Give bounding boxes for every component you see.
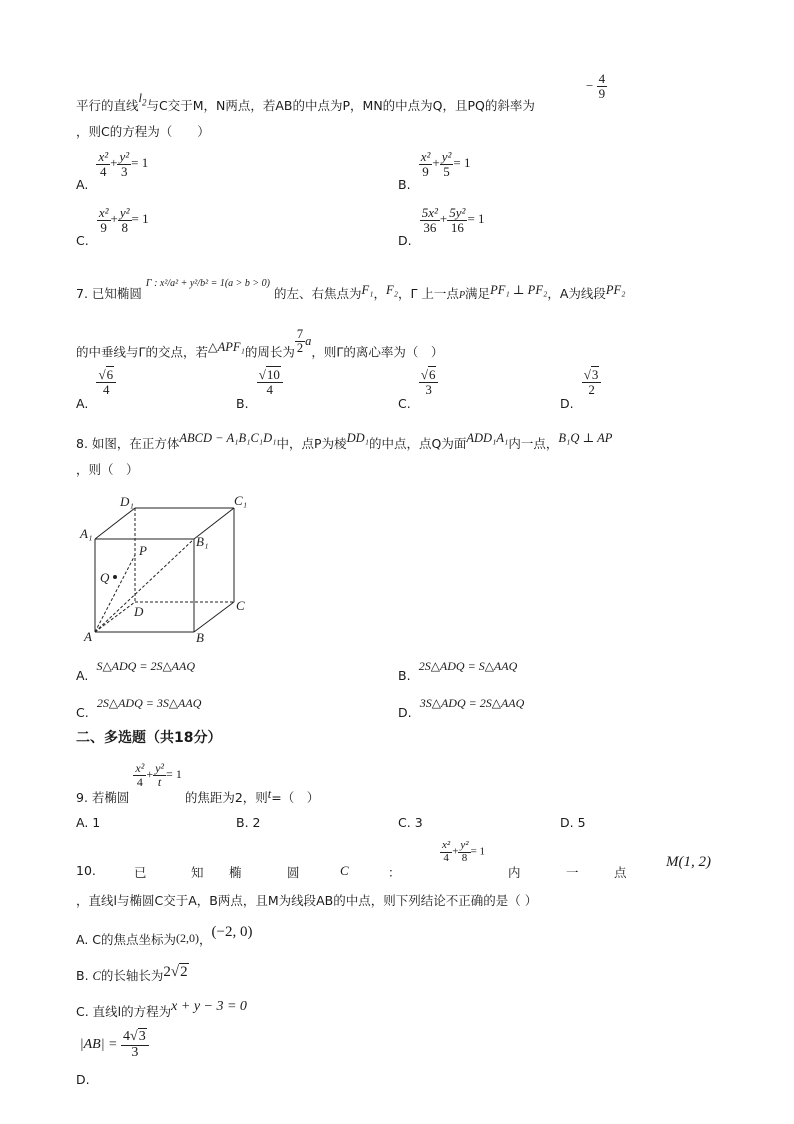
q8-condition: B₁Q ⊥ AP	[558, 431, 613, 445]
q10-a-text: A. C的焦点坐标为	[76, 932, 177, 947]
q7-stem-line2	[76, 327, 444, 367]
q7-line2a: 的中垂线与Γ的交点，若	[76, 344, 208, 360]
q6-option-b[interactable]: B. $\frac{\text{x²}}{9}$ + $\frac{\text{y²}}{5}$ = 1	[398, 149, 471, 193]
q8-a-expr: S△ADQ = 2S△AAQ	[96, 659, 195, 673]
q10-x-den: 4	[443, 851, 449, 864]
q6-option-letter: D.	[398, 233, 412, 249]
q6-slope-num: 4	[598, 71, 606, 86]
q7-a-radicand: 6	[106, 367, 114, 382]
label-b1: B₁	[196, 534, 209, 549]
q6-d-rhs: = 1	[467, 211, 485, 227]
q9-rhs: = 1	[166, 766, 182, 781]
q8-prefix: 8. 如图，在正方体	[76, 436, 180, 451]
q7-d-radicand: 3	[591, 367, 599, 382]
label-q: Q	[100, 570, 110, 585]
q6-stem	[76, 91, 535, 116]
q6-slope	[586, 72, 607, 100]
q10-option-a[interactable]	[76, 924, 253, 949]
q9-x-den: 4	[136, 774, 143, 789]
q10-word: 圆	[287, 865, 300, 880]
q6-a-y-num: y²	[119, 149, 130, 164]
q6-b-rhs: = 1	[453, 155, 471, 171]
q10-point-m: M(1, 2)	[666, 854, 711, 870]
q8-option-c[interactable]	[76, 696, 202, 720]
q8-option-d[interactable]	[398, 696, 525, 720]
q8-face: ADD₁A₁	[466, 431, 509, 445]
q6-a-x-num: x²	[98, 149, 109, 164]
q8-option-letter: C.	[76, 705, 89, 720]
q10-d-letter: D.	[76, 1072, 90, 1088]
q7-prefix: 7. 已知椭圆	[76, 286, 142, 301]
q7-option-letter: B.	[236, 395, 249, 411]
q9-x-num: x²	[135, 761, 145, 775]
q7-perimeter-num: 7	[296, 327, 304, 341]
q6-a-x-den: 4	[100, 163, 107, 179]
q8-mid2: 的中点，点Q为面	[368, 436, 467, 451]
q6-b-x-num: x²	[420, 149, 431, 164]
q7-option-c[interactable]: C. $\frac{√6}{3}$	[398, 368, 434, 396]
q6-option-letter: C.	[76, 233, 89, 249]
label-c1: C₁	[234, 493, 248, 508]
q7-f1: F₁	[361, 283, 374, 297]
q6-b-y-den: 5	[443, 163, 450, 179]
q10-word: 内	[508, 865, 521, 880]
q8-cube: ABCD − A₁B₁C₁D₁	[179, 431, 277, 445]
q6-b-x-den: 9	[422, 163, 429, 179]
q10-b-radicand: 2	[180, 964, 188, 980]
q7-mid1: 的左、右焦点为	[273, 286, 362, 301]
q6-option-c[interactable]: C. $\frac{\text{x²}}{9}$ + $\frac{\text{y²}}{8}$ = 1	[76, 205, 149, 249]
q9-mid: 的焦距为2，则	[184, 789, 268, 805]
q7-point-p: P	[458, 290, 466, 301]
q10-a-focus2: (−2, 0)	[211, 924, 253, 940]
q7-comma: ，	[373, 286, 386, 301]
q10-stem-line2: ，直线l与椭圆C交于A，B两点，且M为线段AB的中点，则下列结论不正确的是（ ）	[76, 893, 538, 908]
q7-mid3: 满足	[465, 286, 491, 301]
q7-f2: F₂	[386, 283, 398, 297]
q9-option-b[interactable]	[236, 815, 261, 830]
q7-a-den: 4	[103, 381, 110, 397]
q7-segment-pf2: PF₂	[605, 283, 626, 297]
q8-cube-figure	[76, 492, 256, 652]
q7-option-letter: A.	[76, 395, 89, 411]
q10-option-d[interactable]: D. |AB| = $\frac{4√3}{3}$	[76, 1030, 163, 1060]
q6-c-rhs: = 1	[131, 211, 149, 227]
q7-option-a[interactable]: A. $\frac{√6}{4}$	[76, 368, 112, 396]
label-a1: A₁	[80, 526, 93, 541]
q10-y-num: y²	[460, 839, 469, 851]
q8-stem-line1	[76, 431, 613, 452]
q10-d-num-radicand: 3	[138, 1029, 146, 1044]
q8-option-letter: B.	[398, 668, 411, 683]
q6-c-y-den: 8	[121, 219, 128, 235]
q6-slope-sign: −	[586, 78, 594, 94]
q6-a-y-den: 3	[121, 163, 128, 179]
q10-c-equation: x + y − 3 = 0	[171, 999, 247, 1014]
q10-word: 点	[614, 865, 627, 880]
q7-c-den: 3	[425, 381, 432, 397]
q10-b-letter: B.	[76, 968, 89, 983]
q9-a-value: 1	[92, 815, 101, 830]
q10-ellipse-c: C	[340, 863, 349, 878]
q6-option-letter: B.	[398, 177, 411, 193]
q10-c-text: C. 直线l的方程为	[76, 1004, 172, 1019]
q8-mid3: 内一点，	[508, 436, 559, 451]
q8-option-letter: D.	[398, 705, 412, 720]
q7-d-den: 2	[588, 381, 595, 397]
q9-prefix: 9. 若椭圆	[76, 789, 130, 805]
q7-b-radicand: 10	[266, 367, 280, 382]
q10-word: 椭	[229, 865, 242, 880]
q7-ellipse-equation: Γ : x²/a² + y²/b² = 1(a > b > 0)	[145, 278, 270, 289]
q7-option-letter: D.	[560, 395, 574, 411]
q6-option-a[interactable]: A. $\frac{\text{x²}}{4}$ + $\frac{\text{y²}}{3}$ = 1	[76, 149, 149, 193]
q7-option-b[interactable]: B. $\frac{√10}{4}$	[236, 368, 279, 396]
q9-b-value: 2	[252, 815, 261, 830]
q8-c-expr: 2S△ADQ = 3S△AAQ	[96, 696, 202, 710]
label-c: C	[236, 598, 245, 613]
q10-number: 10.	[76, 863, 96, 878]
line-ap-hidden	[95, 555, 135, 632]
q10-y-den: 8	[461, 851, 468, 864]
q10-word: 知	[191, 865, 204, 880]
q8-option-a[interactable]	[76, 659, 195, 683]
q8-option-letter: A.	[76, 668, 89, 683]
q9-stem: 9. 若椭圆 $\frac{\text{x²}}{4}$ + $\frac{\text{y²}}{t}$ = 1 的焦距为2，则t=（ ）	[76, 761, 320, 805]
q10-ellipse-equation: $\frac{\text{x²}}{4}$ + $\frac{\text{y²}}{8}$ = 1	[442, 839, 486, 864]
q6-line-sub: 2	[142, 97, 147, 108]
q8-d-expr: 3S△ADQ = 2S△AAQ	[419, 696, 525, 710]
q7-c-radicand: 6	[428, 367, 436, 382]
q10-b-c: C	[92, 969, 101, 983]
q6-slope-den: 9	[598, 85, 606, 101]
q10-d-num-coef: 4	[123, 1029, 130, 1044]
q10-b-text: 的长轴长为	[100, 968, 164, 983]
q9-option-letter: B.	[236, 815, 249, 830]
q9-y-num: y²	[155, 761, 165, 775]
section-title: 二、多选题（共18分）	[76, 730, 222, 746]
q10-x-num: x²	[442, 839, 451, 851]
label-d: D	[134, 604, 144, 619]
q10-word: 已	[134, 865, 147, 880]
q9-option-d[interactable]	[560, 815, 586, 830]
q10-a-comma: ，	[199, 932, 212, 947]
q6-stem-part1: 平行的直线	[76, 98, 139, 113]
label-b: B	[196, 630, 204, 645]
q6-c-x-den: 9	[100, 219, 107, 235]
q6-line-symbol: l	[138, 91, 142, 105]
q7-perimeter-var: a	[305, 333, 312, 348]
q6-stem-part2: 与C交于M，N两点，若AB的中点为P，MN的中点为Q，且PQ的斜率为	[146, 98, 535, 113]
q9-var-t: t	[267, 786, 272, 801]
label-p: P	[139, 543, 147, 558]
q8-b-expr: 2S△ADQ = S△AAQ	[418, 659, 518, 673]
q9-option-a[interactable]	[76, 815, 100, 830]
q7-perimeter-den: 2	[296, 341, 304, 356]
q7-mid4: ，A为线段	[547, 286, 606, 301]
q6-c-y-num: y²	[119, 205, 130, 220]
q9-option-letter: D.	[560, 815, 574, 830]
q10-d-den: 3	[131, 1044, 139, 1060]
q9-y-den: t	[157, 774, 162, 789]
q8-option-b[interactable]	[398, 659, 518, 683]
q8-mid1: 中，点P为棱	[276, 436, 347, 451]
q10-d-lhs: |AB| =	[79, 1037, 118, 1053]
q10-rhs: = 1	[470, 845, 486, 858]
q8-suffix: ，则（ ）	[76, 462, 139, 477]
q9-d-value: 5	[577, 815, 586, 830]
q7-line2c: ，则Γ的离心率为（ ）	[311, 344, 444, 360]
edge-bc	[194, 602, 234, 632]
q6-stem-part3: ，则C的方程为（ ）	[76, 124, 210, 139]
q7-line2b: 的周长为	[244, 344, 295, 360]
edge-ad-hidden	[95, 602, 135, 632]
q10-option-b[interactable]: B. C的长轴长为2√2	[76, 964, 188, 983]
q6-d-x-den: 36	[423, 219, 437, 235]
q9-c-value: 3	[414, 815, 423, 830]
q9-option-c[interactable]	[398, 815, 423, 830]
q9-option-letter: A.	[76, 815, 89, 830]
q10-colon: ：	[388, 865, 401, 880]
point-q	[113, 575, 117, 579]
q6-c-x-num: x²	[98, 205, 109, 220]
q10-word: 一	[566, 865, 579, 880]
label-a: A	[84, 629, 92, 644]
edge-a1d1	[95, 508, 135, 539]
q8-edge: DD₁	[346, 431, 369, 445]
q7-mid2: ，Γ 上一点	[397, 286, 459, 301]
q6-option-d[interactable]: D. $\frac{\text{5x²}}{36}$ + $\frac{\text{5y²}}{16}$ = 1	[398, 205, 485, 249]
q7-perp-condition: PF₁ ⊥ PF₂	[490, 283, 548, 297]
q7-b-den: 4	[266, 381, 274, 397]
q9-suffix: =（ ）	[271, 789, 320, 805]
q7-option-letter: C.	[398, 395, 411, 411]
q6-option-letter: A.	[76, 177, 89, 193]
q9-option-letter: C.	[398, 815, 411, 830]
q6-a-rhs: = 1	[131, 155, 149, 171]
q10-option-c[interactable]	[76, 999, 247, 1021]
q6-b-y-num: y²	[441, 149, 452, 164]
q7-option-d[interactable]: D. $\frac{√3}{2}$	[560, 368, 597, 396]
label-d1: D₁	[120, 494, 134, 509]
q6-d-x-num: 5x²	[421, 205, 438, 220]
q7-triangle: △APF₁	[207, 339, 245, 354]
q10-a-focus1: (2,0)	[176, 931, 200, 945]
q6-d-y-den: 16	[450, 219, 464, 235]
q10-b-coef: 2	[163, 964, 171, 980]
q6-d-y-num: 5y²	[449, 205, 466, 220]
